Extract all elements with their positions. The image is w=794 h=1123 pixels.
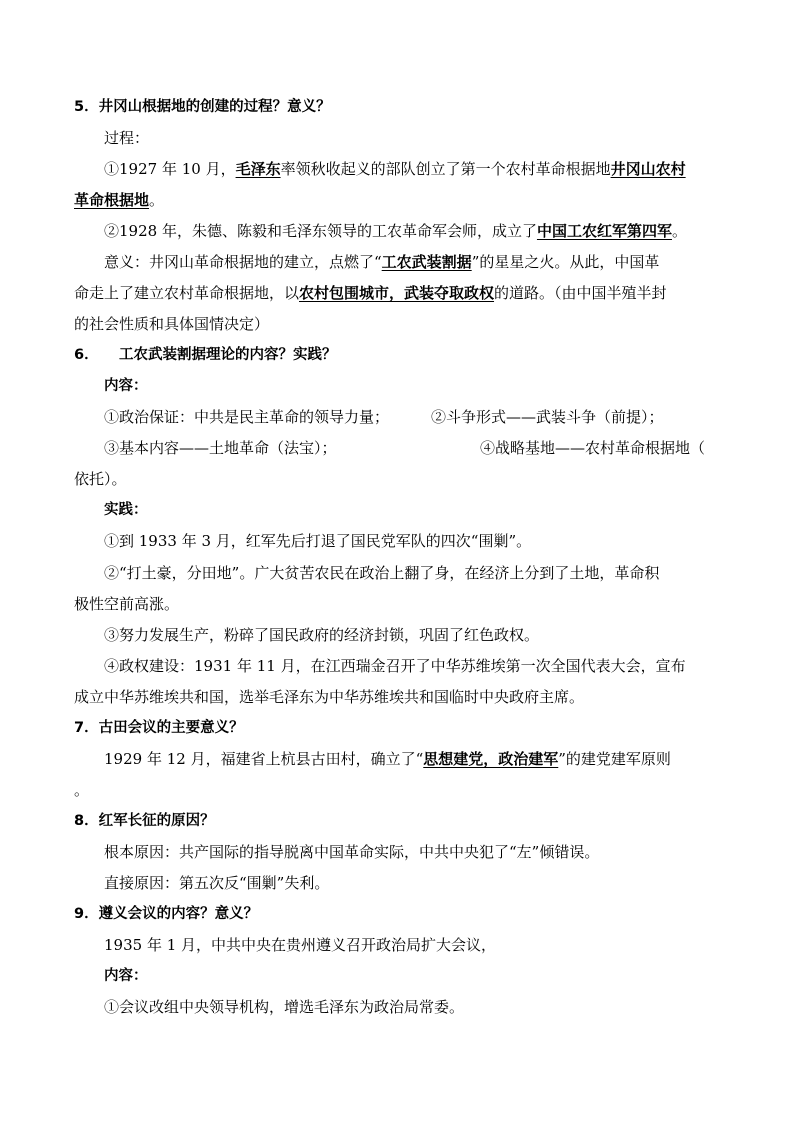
q5-m-keyword: 工农武装割据 — [381, 253, 472, 271]
question-7-title: 7．古田会议的主要意义？ — [74, 720, 244, 736]
q5-process-label: 过程： — [104, 129, 150, 147]
q8-reason-2: 直接原因：第五次反“围剿”失利。 — [104, 874, 330, 892]
q5-p1-base: 井冈山农村 — [610, 160, 686, 178]
q7-text-end: 。 — [74, 781, 90, 799]
q6-practice-4: ④政权建设：1931 年 11 月，在江西瑞金召开了中华苏维埃第一次全国代表大会，宣布 — [104, 657, 686, 675]
q5-meaning-line-3: 的社会性质和具体国情决定） — [74, 315, 270, 333]
q5-p2-text-a: ②1928 年，朱德、陈毅和毛泽东领导的工农革命军会师，成立了 — [104, 222, 537, 240]
q5-p1-text-a: ①1927 年 10 月， — [104, 160, 236, 178]
q6-practice-1: ①到 1933 年 3 月，红军先后打退了国民党军队的四次“围剿”。 — [104, 532, 532, 550]
q5-p2-end: 。 — [671, 222, 687, 240]
q7-text-line — [104, 749, 671, 769]
q9-content-1: ①会议改组中央领导机构，增选毛泽东为政治局常委。 — [104, 998, 465, 1016]
q5-p2-army: 中国工农红军第四军 — [536, 222, 672, 240]
q5-meaning-line-1 — [104, 252, 659, 272]
q6-content-4: ④战略基地——农村革命根据地（ — [480, 439, 706, 457]
q6-practice-label: 实践： — [104, 502, 148, 518]
q5-m2-text-a: 命走上了建立农村革命根据地，以 — [74, 284, 300, 302]
q6-practice-4-cont: 成立中华苏维埃共和国，选举毛泽东为中华苏维埃共和国临时中央政府主席。 — [74, 688, 585, 706]
q5-process-line-2 — [104, 221, 687, 241]
q9-content-label: 内容： — [104, 968, 148, 984]
q5-m2-keyword: 农村包围城市，武装夺取政权 — [299, 284, 495, 302]
q5-p1-name: 毛泽东 — [235, 160, 281, 178]
q6-content-3: ③基本内容——土地革命（法宝）； — [104, 439, 337, 457]
q5-m-text-c: ”的星星之火。从此，中国革 — [471, 253, 660, 271]
q9-text-1: 1935 年 1 月，中共中央在贵州遵义召开政治局扩大会议， — [104, 936, 497, 954]
q5-m-text-a: 意义：井冈山革命根据地的建立，点燃了“ — [104, 253, 382, 271]
q5-meaning-line-2 — [74, 283, 667, 303]
q6-content-2: ②斗争形式——武装斗争（前提）； — [431, 408, 664, 426]
q6-content-1: ①政治保证：中共是民主革命的领导力量； — [104, 408, 390, 426]
q7-text-a: 1929 年 12 月，福建省上杭县古田村，确立了“ — [104, 750, 424, 768]
q5-p1-base-cont: 革命根据地 — [74, 191, 150, 209]
question-9-title: 9．遵义会议的内容？意义？ — [74, 906, 259, 922]
q5-process-line-1 — [104, 159, 686, 179]
question-8-title: 8．红军长征的原因？ — [74, 813, 215, 829]
q7-principle: 思想建党，政治建军 — [423, 750, 559, 768]
q5-p1-end: 。 — [149, 191, 165, 209]
question-6-title: 工农武装割据理论的内容？实践？ — [119, 347, 337, 363]
q5-m2-text-c: 的道路。（由中国半殖半封 — [494, 284, 667, 302]
q8-reason-1: 根本原因：共产国际的指导脱离中国革命实际，中共中央犯了“左”倾错误。 — [104, 843, 600, 861]
question-5-title: 5．井冈山根据地的创建的过程？意义？ — [74, 99, 331, 115]
question-6-number: 6． — [74, 347, 99, 363]
q5-process-line-1-cont — [74, 190, 164, 210]
q5-p1-text-b: 率领秋收起义的部队创立了第一个农村革命根据地 — [280, 160, 611, 178]
q6-content-4-cont: 依托）。 — [74, 470, 127, 488]
q6-practice-3: ③努力发展生产，粉碎了国民政府的经济封锁，巩固了红色政权。 — [104, 626, 540, 644]
q7-text-c: ”的建党建军原则 — [558, 750, 671, 768]
q6-practice-2: ②“打土豪，分田地”。广大贫苦农民在政治上翻了身，在经济上分到了土地，革命积 — [104, 564, 660, 582]
q6-content-label: 内容： — [104, 378, 148, 394]
q6-practice-2-cont: 极性空前高涨。 — [74, 595, 180, 613]
